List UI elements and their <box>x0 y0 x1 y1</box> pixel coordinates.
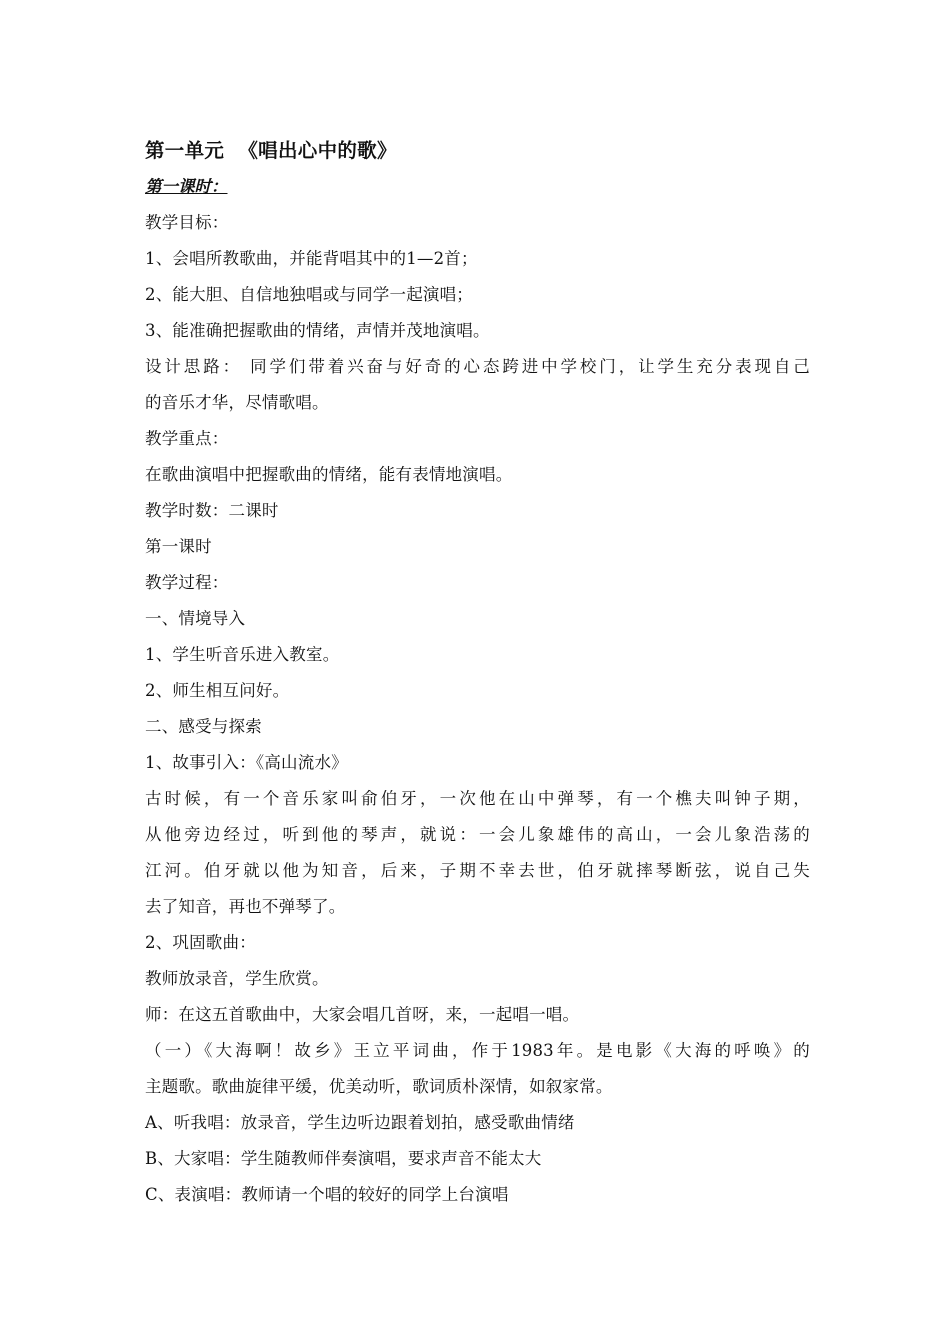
key-label: 教学重点： <box>145 429 229 448</box>
process-label: 教学过程： <box>145 573 229 592</box>
song-line: （一）《大海啊！故乡》王立平词曲，作于1983年。是电影《大海的呼唤》的 <box>145 1041 810 1060</box>
document-body <box>145 133 810 1213</box>
goal-item: 3、能准确把握歌曲的情绪，声情并茂地演唱。 <box>145 321 490 340</box>
design-line: 设计思路： 同学们带着兴奋与好奇的心态跨进中学校门，让学生充分表现自己 <box>145 357 810 376</box>
story-intro: 1、故事引入：《高山流水》 <box>145 753 348 772</box>
design-line: 的音乐才华，尽情歌唱。 <box>145 393 329 412</box>
song-line: 主题歌。歌曲旋律平缓，优美动听，歌词质朴深情，如叙家常。 <box>145 1077 613 1096</box>
story-line: 古时候，有一个音乐家叫俞伯牙，一次他在山中弹琴，有一个樵夫叫钟子期， <box>145 789 810 808</box>
goal-item: 2、能大胆、自信地独唱或与同学一起演唱； <box>145 285 473 304</box>
teacher-say: 师：在这五首歌曲中，大家会唱几首呀，来，一起唱一唱。 <box>145 1005 580 1024</box>
teaching-hours: 教学时数：二课时 <box>145 501 279 520</box>
teacher-play: 教师放录音，学生欣赏。 <box>145 969 329 988</box>
goals-label: 教学目标： <box>145 213 229 232</box>
consolidate-heading: 2、巩固歌曲： <box>145 933 256 952</box>
story-line: 从他旁边经过，听到他的琴声，就说：一会儿象雄伟的高山，一会儿象浩荡的 <box>145 825 810 844</box>
goal-item: 1、会唱所教歌曲，并能背唱其中的1—2首； <box>145 249 478 268</box>
section-item: 1、学生听音乐进入教室。 <box>145 645 340 664</box>
step-item: A、听我唱：放录音，学生边听边跟着划拍，感受歌曲情绪 <box>145 1113 575 1132</box>
section-item: 2、师生相互问好。 <box>145 681 290 700</box>
story-line: 江河。伯牙就以他为知音，后来，子期不幸去世，伯牙就摔琴断弦，说自己失 <box>145 861 810 880</box>
key-text: 在歌曲演唱中把握歌曲的情绪，能有表情地演唱。 <box>145 465 513 484</box>
section-heading: 二、感受与探索 <box>145 717 262 736</box>
story-line: 去了知音，再也不弹琴了。 <box>145 897 346 916</box>
step-item: B、大家唱：学生随教师伴奏演唱，要求声音不能太大 <box>145 1149 542 1168</box>
story-paragraph <box>145 781 810 925</box>
lesson-heading: 第一课时： <box>145 177 228 196</box>
unit-title: 第一单元 《唱出心中的歌》 <box>145 139 397 162</box>
song-paragraph <box>145 1033 810 1105</box>
step-item: C、表演唱：教师请一个唱的较好的同学上台演唱 <box>145 1185 509 1204</box>
design-paragraph <box>145 349 810 421</box>
lesson-one-label: 第一课时 <box>145 537 212 556</box>
section-heading: 一、情境导入 <box>145 609 246 628</box>
